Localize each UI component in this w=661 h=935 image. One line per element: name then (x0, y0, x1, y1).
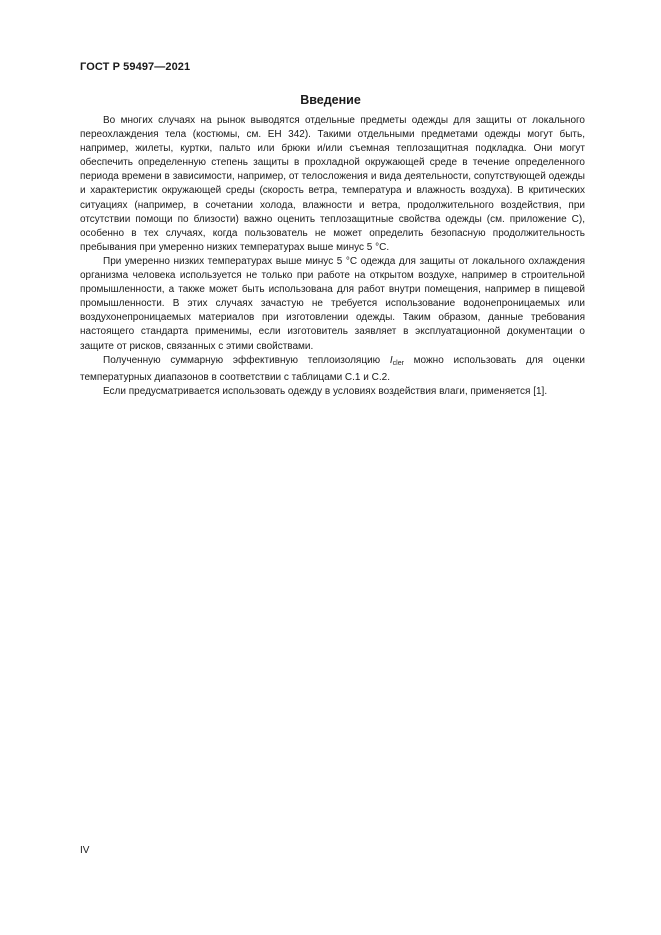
insulation-subscript: cler (392, 359, 404, 367)
body-text (80, 114, 585, 399)
document-code: ГОСТ Р 59497—2021 (80, 61, 191, 73)
paragraph-3-text-end: можно использовать для оценки температурных диапазонов в соответствии с таблицами С.1 и С.2. (80, 354, 585, 383)
page-number: IV (80, 845, 90, 856)
paragraph-1: Во многих случаях на рынок выводятся отдельные предметы одежды для защиты от локального переохлаждения тела (костюмы, см. ЕН 342). Такими отдельными предметами одежды могут быть, например, жилеты, куртки, пальто или брюки и/или съемная теплозащитная подкладка. Они могут обеспечить определенную степень защиты в прохладной окружающей среде в течение определенного периода времени в зависимости, например, от телосложения и вида деятельности, сопутствующей одежды и характеристик окружающей среды (скорость ветра, температура и влажность воздуха). В критических ситуациях (например, в сочетании холода, влажности и ветра, продолжительного воздействия, при отсутствии помощи по близости) важно оценить теплозащитные свойства одежды (см. приложение С), особенно в тех случаях, когда пользователь не может определить безопасную продолжительность пребывания при умеренно низких температурах выше минус 5 °С. (80, 115, 585, 253)
paragraph-3-text-start: Полученную суммарную эффективную теплоизоляцию (103, 354, 390, 366)
paragraph-4: Если предусматривается использовать одежду в условиях воздействия влаги, применяется [1]. (103, 385, 548, 397)
insulation-symbol: I (389, 354, 393, 366)
paragraph-2: При умеренно низких температурах выше минус 5 °С одежда для защиты от локального охлаждения организма человека используется не только при работе на открытом воздухе, например в строительной промышленности, а также может быть использована для работ внутри помещения, например в пищевой промышленности. В этих случаях зачастую не требуется использование водонепроницаемых или воздухонепроницаемых материалов при изготовлении одежды. Таким образом, данные требования настоящего стандарта применимы, если изготовитель заявляет в эксплуатационной документации о защите от рисков, связанных с этими свойствами. (80, 255, 585, 352)
paragraph-3 (80, 354, 585, 385)
section-title: Введение (300, 93, 361, 107)
